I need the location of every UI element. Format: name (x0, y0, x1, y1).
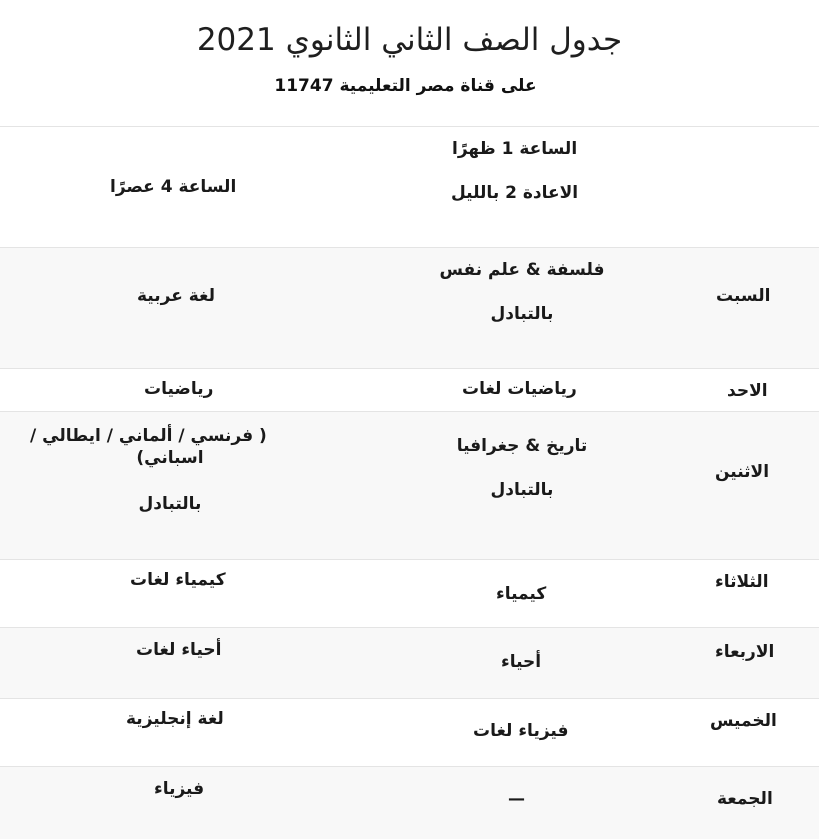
schedule-table (0, 126, 819, 839)
slot2-cell (0, 699, 360, 767)
slot2-cell (0, 628, 360, 699)
slot1-text: رياضيات لغات (462, 379, 577, 399)
table-row (0, 699, 819, 767)
slot2-text: كيمياء لغات (130, 570, 226, 590)
header-4pm-label: الساعة 4 عصرًا (110, 177, 237, 197)
slot2-text: ( فرنسي / ألماني / ايطالي / (30, 426, 267, 446)
table-row (0, 767, 819, 839)
slot1-text: كيمياء (496, 584, 547, 604)
slot1-text: أحياء (501, 652, 542, 672)
slot1-note: بالتبادل (490, 480, 554, 500)
day-label: الاحد (727, 381, 768, 401)
day-cell (680, 767, 819, 839)
day-label: السبت (716, 286, 771, 306)
day-cell (680, 412, 819, 560)
slot1-cell (360, 767, 680, 839)
slot2-text-cont: اسباني) (136, 448, 204, 468)
slot2-text: لغة عربية (137, 286, 216, 306)
day-cell (680, 369, 819, 412)
slot1-text: تاريخ & جغرافيا (456, 436, 588, 456)
slot2-cell (0, 560, 360, 628)
slot1-text: فلسفة & علم نفس (439, 260, 605, 280)
slot1-cell (360, 248, 680, 369)
day-cell (680, 699, 819, 767)
day-label: الاثنين (715, 462, 770, 482)
slot1-cell (360, 628, 680, 699)
table-row (0, 248, 819, 369)
day-label: الخميس (710, 711, 777, 731)
slot2-text: رياضيات (144, 379, 214, 399)
slot1-note: بالتبادل (490, 304, 554, 324)
slot2-note: بالتبادل (138, 494, 202, 514)
header-cell-1pm (360, 127, 680, 248)
slot1-cell (360, 699, 680, 767)
table-row (0, 560, 819, 628)
table-row (0, 628, 819, 699)
slot2-text: لغة إنجليزية (126, 709, 224, 729)
slot1-cell (360, 369, 680, 412)
slot1-text: — (508, 789, 525, 809)
page-title: جدول الصف الثاني الثانوي 2021 (196, 22, 623, 58)
day-label: الثلاثاء (715, 572, 769, 592)
slot1-cell (360, 412, 680, 560)
slot2-cell (0, 369, 360, 412)
header-cell-day (680, 127, 819, 248)
slot2-cell (0, 767, 360, 839)
table-row (0, 412, 819, 560)
page-subtitle: على قناة مصر التعليمية 11747 (274, 76, 537, 96)
slot2-cell (0, 248, 360, 369)
table-header-row (0, 127, 819, 248)
slot2-text: فيزياء (154, 779, 205, 799)
day-cell (680, 560, 819, 628)
day-label: الاربعاء (715, 642, 775, 662)
slot1-text: فيزياء لغات (473, 721, 569, 741)
day-cell (680, 248, 819, 369)
day-cell (680, 628, 819, 699)
header-1pm-label: الساعة 1 ظهرًا (452, 139, 578, 159)
table-row (0, 369, 819, 412)
header-rerun-label: الاعادة 2 بالليل (451, 183, 579, 203)
day-label: الجمعة (717, 789, 773, 809)
slot1-cell (360, 560, 680, 628)
slot2-text: أحياء لغات (136, 640, 222, 660)
header-cell-4pm (0, 127, 360, 248)
slot2-cell (0, 412, 360, 560)
